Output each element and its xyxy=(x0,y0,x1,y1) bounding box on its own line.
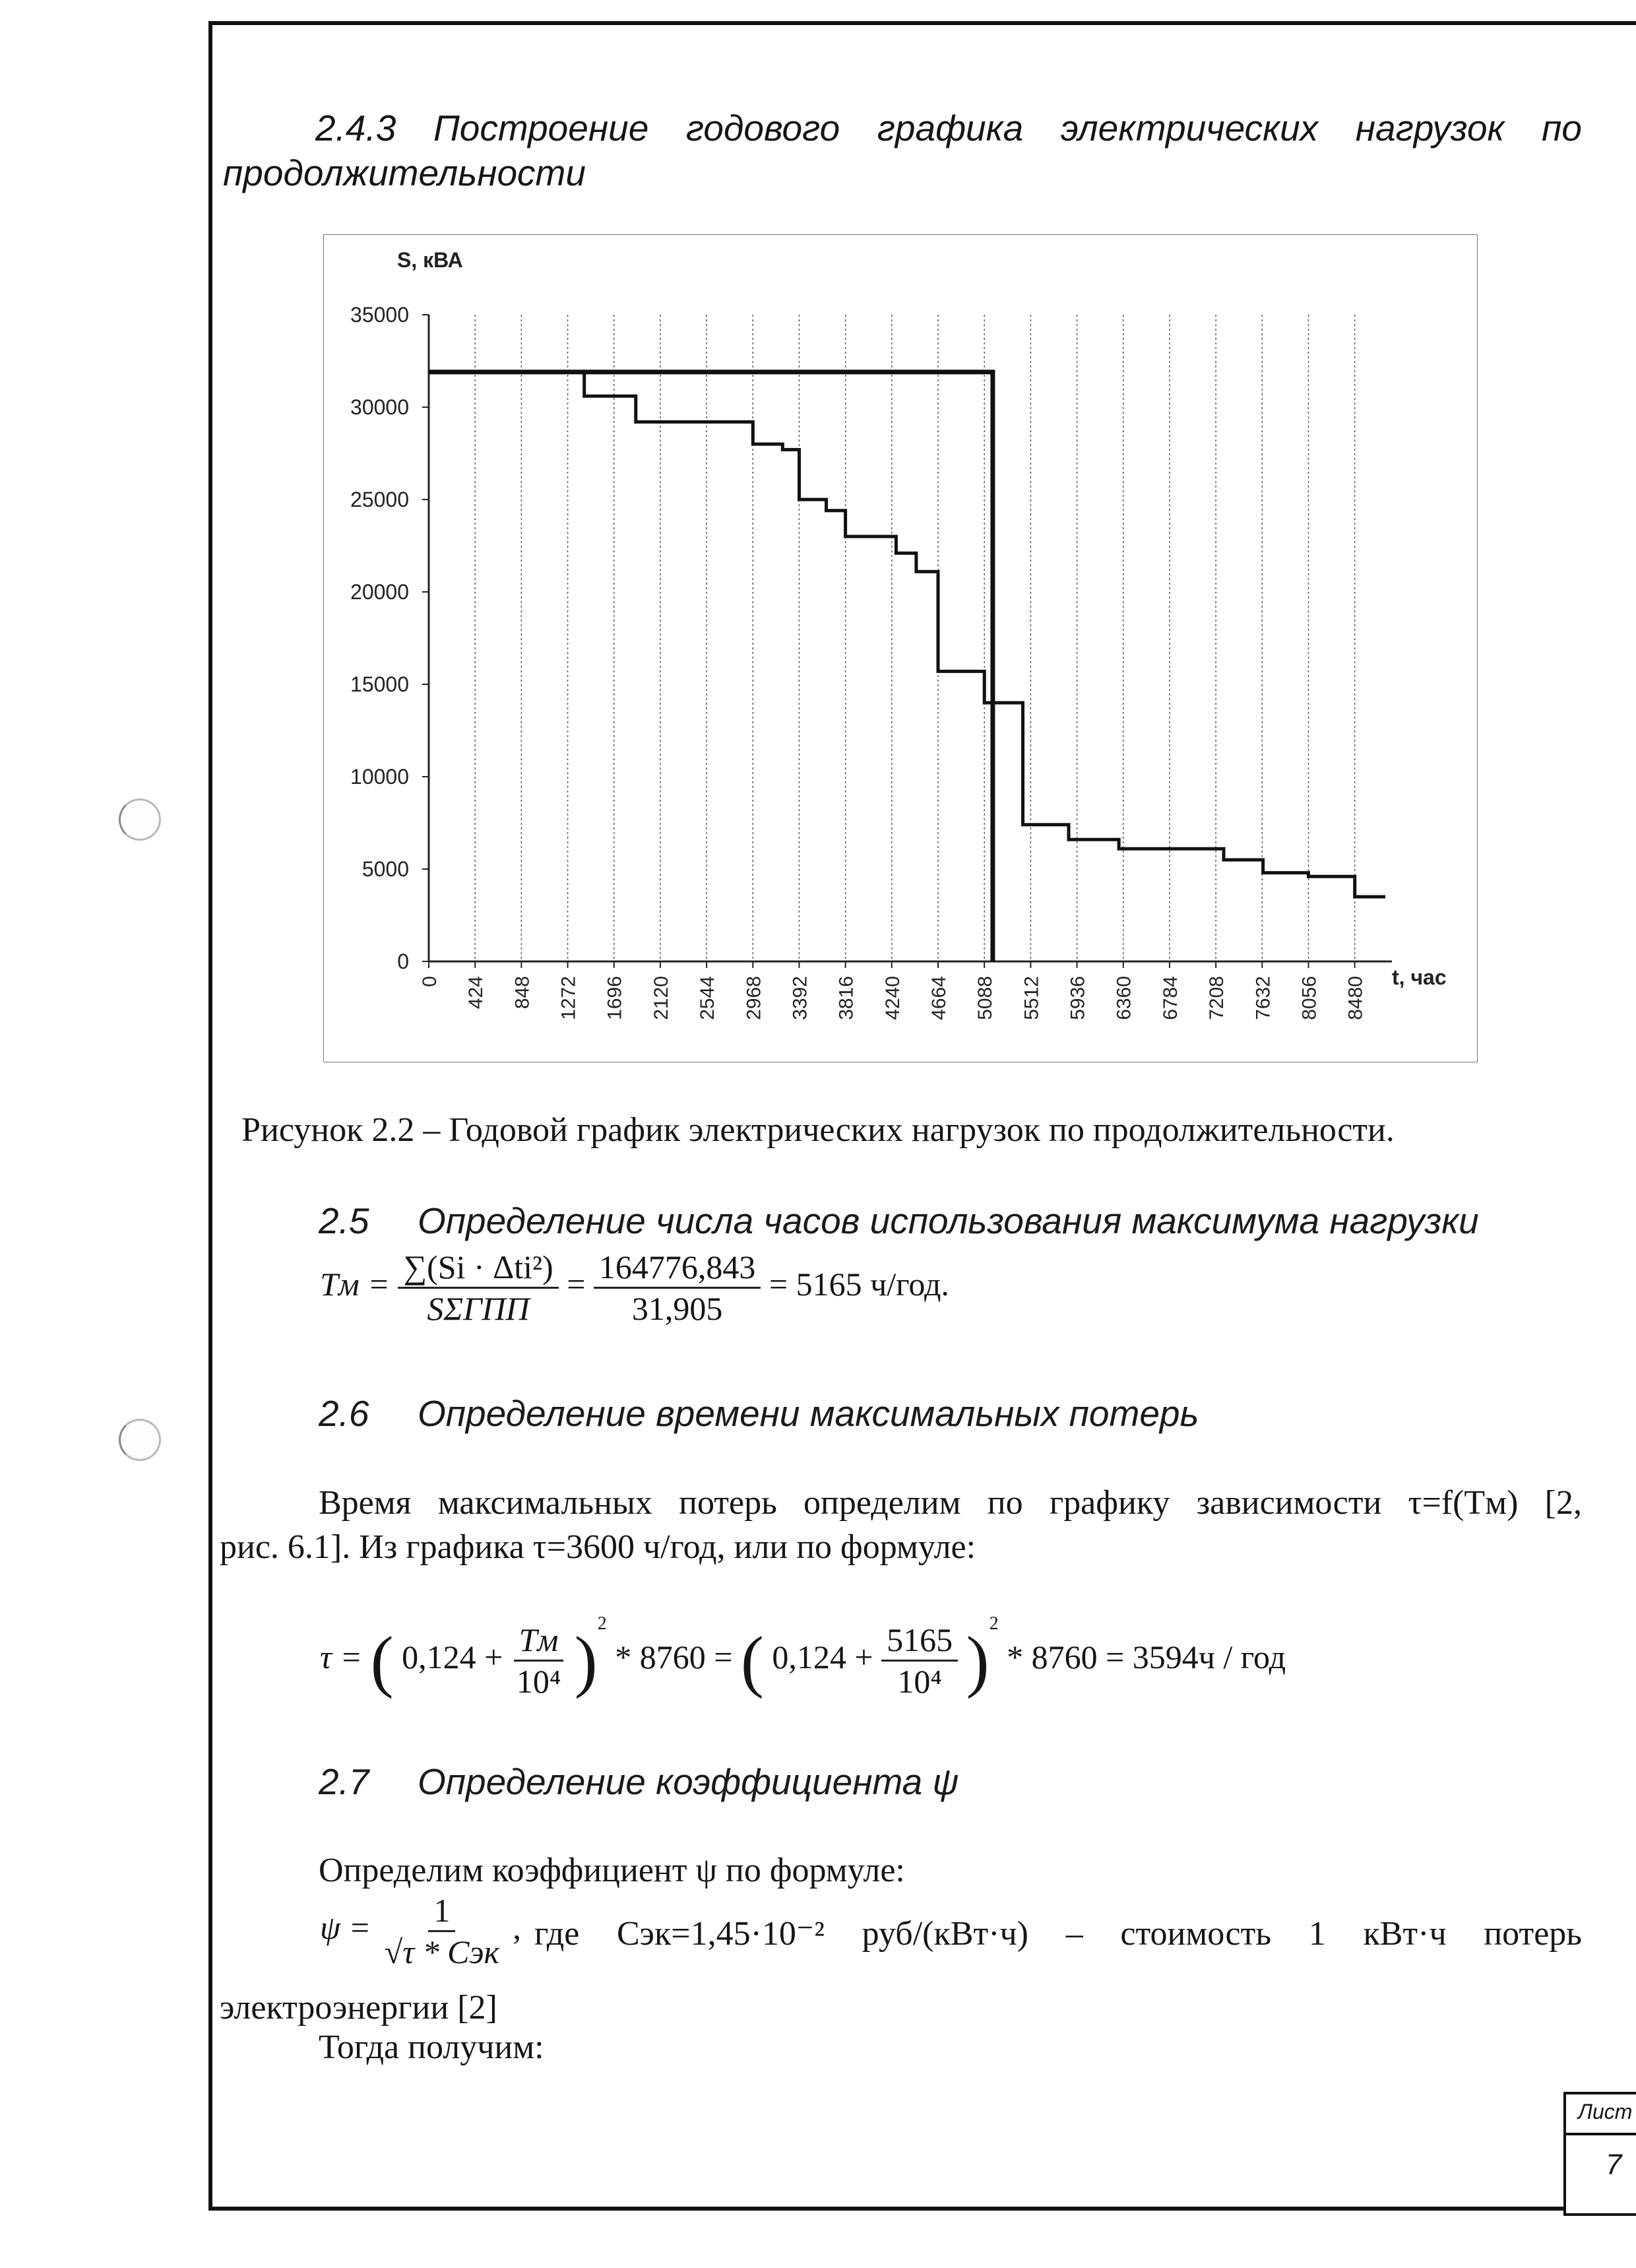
exponent: 2 xyxy=(597,1613,607,1634)
fraction-denominator: 10⁴ xyxy=(516,1663,561,1700)
x-tick-label: 848 xyxy=(511,976,534,1010)
paragraph-electricity: электроэнергии [2] xyxy=(220,1989,497,2026)
x-tick-label: 7208 xyxy=(1206,976,1228,1020)
section-number: 2.7 xyxy=(319,1761,369,1802)
formula-term: 0,124 + xyxy=(402,1638,503,1675)
paren-open-1: ( xyxy=(370,1622,394,1699)
x-tick-label: 4664 xyxy=(928,976,951,1020)
punch-hole-upper xyxy=(119,798,161,841)
figure-caption: Рисунок 2.2 – Годовой график электрических нагрузок по продолжительности. xyxy=(241,1111,1395,1149)
formula-psi xyxy=(320,1891,521,1972)
paren-close-1: ) xyxy=(574,1622,598,1699)
fraction-numerator: 5165 xyxy=(881,1620,958,1662)
value-fraction xyxy=(594,1247,761,1328)
x-tick-label: 5936 xyxy=(1067,976,1089,1020)
sheet-stamp xyxy=(1563,2092,1636,2216)
x-tick-label: 0 xyxy=(419,976,441,987)
paren-open-2: ( xyxy=(740,1622,764,1699)
value-denominator: 31,905 xyxy=(631,1290,723,1327)
punch-hole-lower xyxy=(119,1419,161,1461)
x-tick-label: 2968 xyxy=(743,976,765,1020)
section-number: 2.5 xyxy=(319,1200,369,1241)
x-tick-label: 1696 xyxy=(604,976,626,1020)
section-heading-2-4-3 xyxy=(223,106,1582,195)
x-axis-label: t, час xyxy=(1392,965,1447,989)
paragraph-then: Тогда получим: xyxy=(319,2028,544,2066)
paragraph-text: где Cэк=1,45·10⁻² руб/(кВт·ч) – стоимость 1 кВт·ч потерь xyxy=(534,1915,1582,1953)
paragraph-tau-line2: рис. 6.1]. Из графика τ=3600 ч/год, или по формуле: xyxy=(220,1528,976,1566)
section-heading-2-7 xyxy=(319,1761,959,1803)
fraction-denominator: SΣГПП xyxy=(427,1290,530,1327)
fraction-denominator: √τ * Cэк xyxy=(384,1933,499,1970)
fraction-value xyxy=(881,1620,958,1701)
formula-term: * 8760 = xyxy=(615,1638,733,1675)
x-tick-label: 2120 xyxy=(650,976,672,1020)
stamp-label: Лист xyxy=(1566,2094,1636,2135)
x-tick-label: 8056 xyxy=(1298,976,1321,1020)
x-tick-label: 5088 xyxy=(974,976,997,1020)
paragraph-psi-intro: Определим коэффициент ψ по формуле: xyxy=(319,1852,905,1889)
section-heading-2-5 xyxy=(319,1200,1479,1242)
formula-result: * 8760 = 3594ч / год xyxy=(1007,1638,1286,1675)
x-tick-label: 1272 xyxy=(557,976,580,1020)
x-tick-label: 2544 xyxy=(697,976,719,1020)
value-numerator: 164776,843 xyxy=(594,1247,761,1289)
frame-bottom xyxy=(208,2207,1636,2211)
y-tick-label: 30000 xyxy=(350,395,409,419)
x-tick-label: 5512 xyxy=(1021,976,1043,1020)
exponent: 2 xyxy=(989,1613,999,1634)
stamp-number: 7 xyxy=(1606,2149,1622,2181)
fraction-psi xyxy=(379,1891,505,1972)
section-title: Определение времени максимальных потерь xyxy=(418,1393,1199,1434)
paragraph-text: Время максимальных потерь определим по графику зависимости τ=f(Tм) [2, xyxy=(319,1484,1582,1522)
section-title: Определение коэффициента ψ xyxy=(418,1761,959,1802)
formula-fraction xyxy=(398,1247,558,1328)
formula-result: = 5165 ч/год. xyxy=(769,1265,949,1303)
formula-tm xyxy=(320,1247,949,1328)
formula-lhs: ψ = xyxy=(320,1908,371,1946)
section-number: 2.6 xyxy=(319,1393,369,1434)
section-title: Построение годового графика электрических нагрузок по продолжительности xyxy=(223,108,1582,193)
y-tick-label: 20000 xyxy=(350,580,409,604)
fraction-numerator: Tм xyxy=(514,1620,564,1662)
paren-close-2: ) xyxy=(966,1622,990,1699)
x-tick-label: 8480 xyxy=(1344,976,1367,1020)
x-tick-label: 6784 xyxy=(1159,976,1181,1020)
section-heading-2-6 xyxy=(319,1392,1199,1435)
fraction-tm xyxy=(511,1620,566,1701)
formula-tau xyxy=(320,1613,1286,1701)
y-tick-label: 35000 xyxy=(350,303,409,327)
x-tick-label: 3392 xyxy=(789,976,811,1020)
section-title: Определение числа часов использования максимума нагрузки xyxy=(418,1200,1479,1241)
y-tick-label: 25000 xyxy=(350,488,409,511)
formula-lhs: τ = xyxy=(320,1638,363,1675)
load-duration-chart xyxy=(323,234,1478,1062)
x-tick-label: 3816 xyxy=(835,976,858,1020)
fraction-numerator: ∑(Si · Δti²) xyxy=(398,1247,558,1289)
formula-term: 0,124 + xyxy=(772,1638,873,1675)
x-tick-label: 6360 xyxy=(1113,976,1135,1020)
chart-frame xyxy=(323,234,1478,1062)
y-tick-label: 15000 xyxy=(350,672,409,696)
x-tick-label: 424 xyxy=(465,976,488,1010)
fraction-denominator: 10⁴ xyxy=(897,1663,942,1700)
formula-lhs: Tм = xyxy=(320,1265,390,1303)
x-tick-label: 4240 xyxy=(881,976,904,1020)
y-tick-label: 10000 xyxy=(350,765,409,789)
frame-top xyxy=(208,21,1636,25)
equals: = xyxy=(567,1265,586,1303)
y-axis-label: S, кВА xyxy=(397,248,463,272)
x-tick-label: 7632 xyxy=(1252,976,1274,1020)
y-tick-label: 0 xyxy=(397,950,409,973)
comma: , xyxy=(513,1908,521,1946)
y-tick-label: 5000 xyxy=(362,857,409,881)
paragraph-where xyxy=(534,1912,1582,1956)
paragraph-tau-line1 xyxy=(319,1481,1582,1525)
section-number: 2.4.3 xyxy=(315,108,396,148)
fraction-numerator: 1 xyxy=(428,1891,455,1932)
